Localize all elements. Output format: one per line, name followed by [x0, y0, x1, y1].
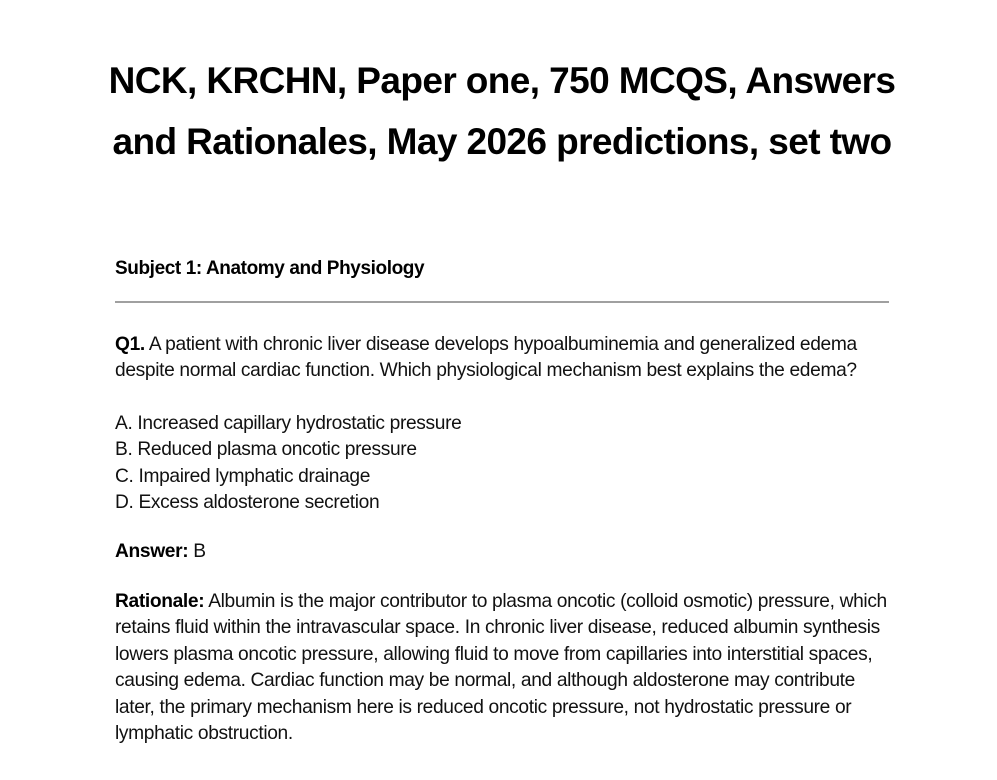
document-title: NCK, KRCHN, Paper one, 750 MCQS, Answers and Rationales, May 2026 predictions, set two [108, 60, 896, 162]
question-number: Q1. [115, 334, 145, 355]
rationale-text: Albumin is the major contributor to plasma oncotic (colloid osmotic) pressure, which retains fluid within the intravascular space. In chronic liver disease, reduced albumin synthesis lowers plasma oncotic pressure, allowing fluid to move from capillaries into interstitial spaces, causing edema. Cardiac function may be normal, and although aldosterone may contribute later, the primary mechanism here is reduced oncotic pressure, not hydrostatic pressure or lymphatic obstruction. [115, 591, 887, 745]
question-stem [115, 332, 889, 385]
option-d: D. Excess aldosterone secretion [115, 492, 380, 514]
option-a: A. Increased capillary hydrostatic pressure [115, 413, 462, 434]
question-text: A patient with chronic liver disease develops hypoalbuminemia and generalized edema despite normal cardiac function. Which physiological mechanism best explains the edema? [115, 334, 857, 382]
rationale-label: Rationale: [115, 591, 205, 612]
answer-options [115, 411, 889, 517]
horizontal-divider [115, 301, 889, 303]
rationale-paragraph [115, 589, 889, 747]
option-c: C. Impaired lymphatic drainage [115, 465, 371, 487]
answer-label: Answer: [115, 541, 189, 562]
answer-line [115, 539, 206, 565]
option-b: B. Reduced plasma oncotic pressure [115, 439, 417, 461]
subject-heading: Subject 1: Anatomy and Physiology [115, 258, 425, 279]
answer-value: B [193, 541, 206, 562]
